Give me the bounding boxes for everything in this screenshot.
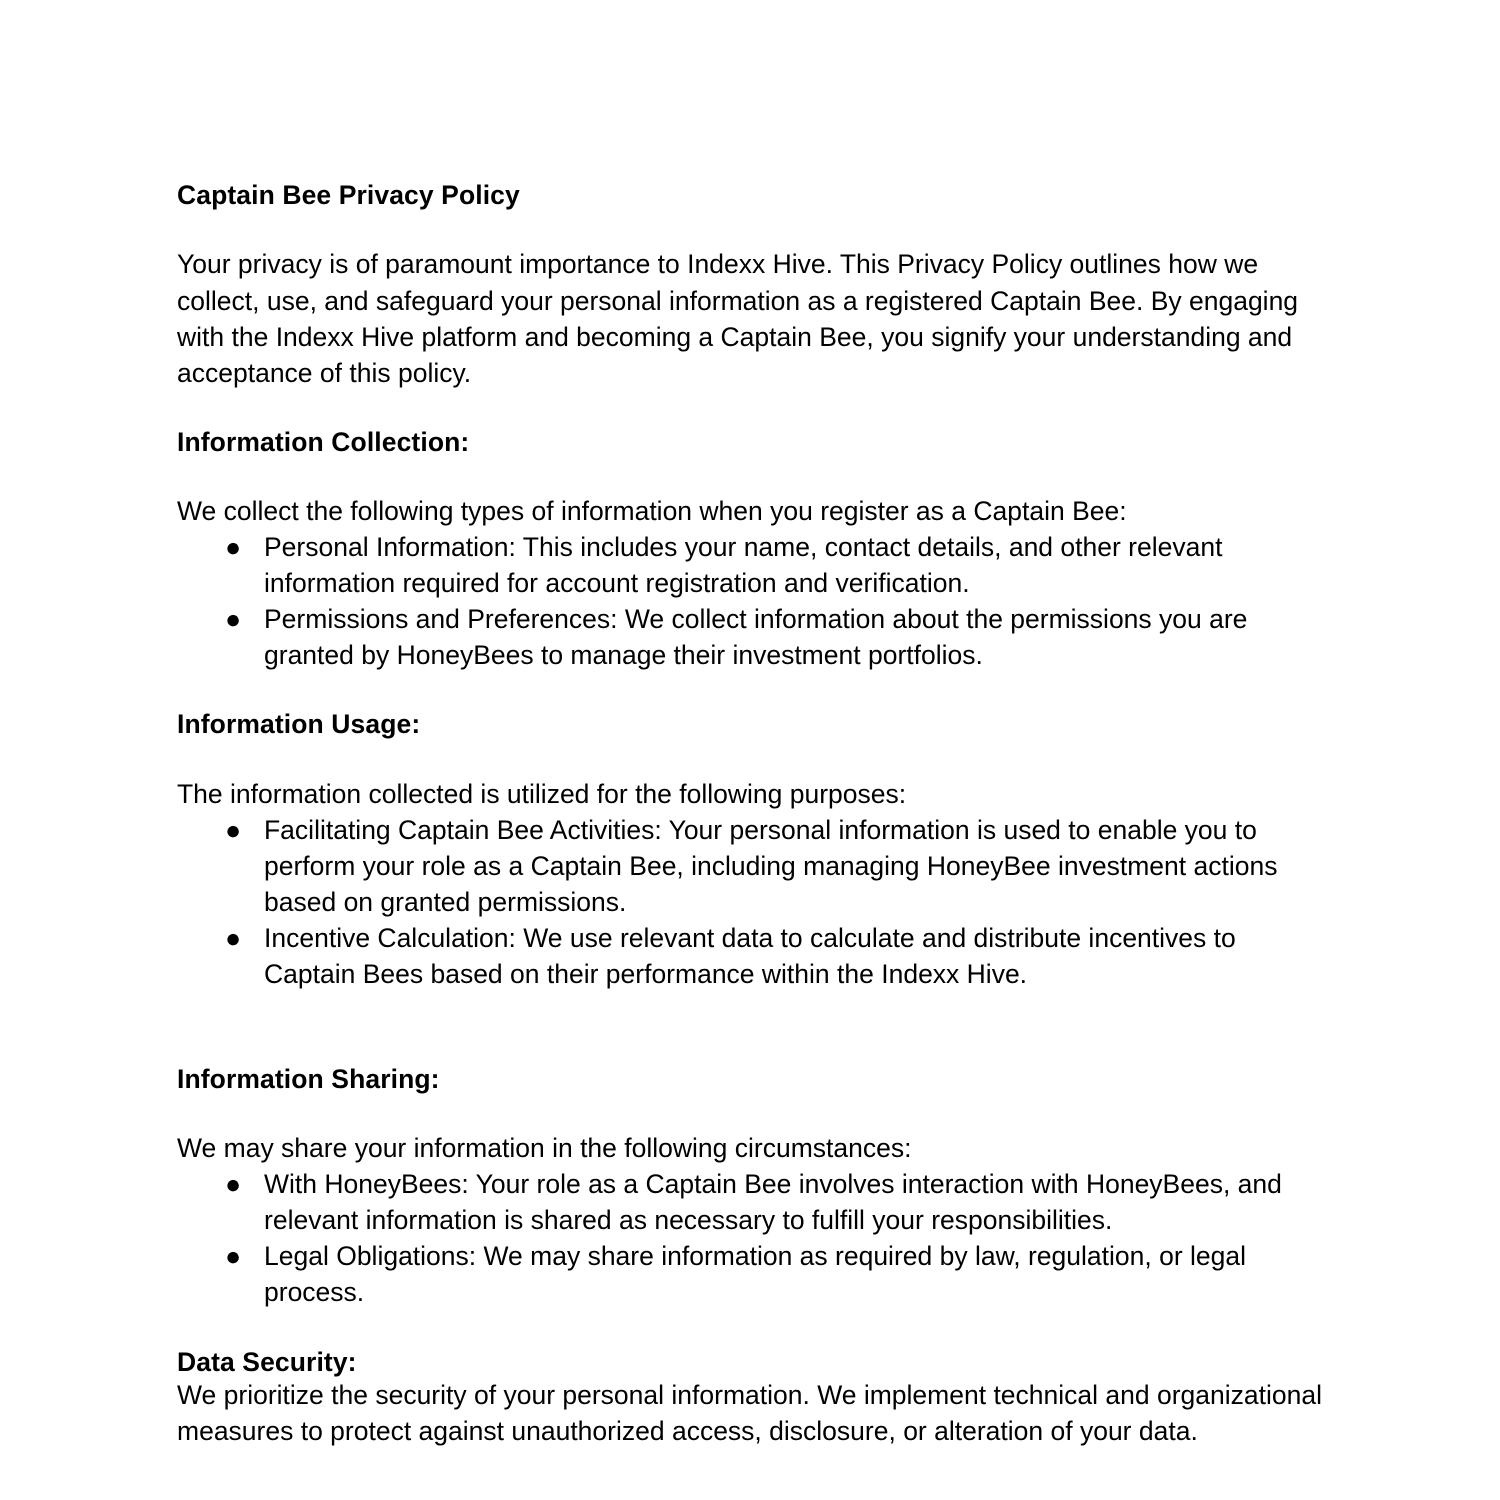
list-item-text: Incentive Calculation: We use relevant data to calculate and distribute incentives to Captain Bees based on their performance within the Indexx Hive.	[264, 922, 1236, 989]
spacer	[177, 673, 1322, 709]
bullet-list-information-usage	[177, 812, 1322, 992]
list-item-text: Legal Obligations: We may share information as required by law, regulation, or legal process.	[264, 1241, 1247, 1308]
list-item-text: With HoneyBees: Your role as a Captain Bee involves interaction with HoneyBees, and relevant information is shared as necessary to fulfill your responsibilities.	[264, 1169, 1282, 1236]
section-heading-information-usage: Information Usage:	[177, 709, 421, 740]
section-lead-information-collection: We collect the following types of information when you register as a Captain Bee:	[177, 496, 1127, 527]
bullet-dot-icon: ●	[225, 1241, 242, 1272]
spacer	[177, 210, 1322, 246]
section-heading-information-sharing: Information Sharing:	[177, 1063, 440, 1094]
spacer	[177, 391, 1322, 427]
bullet-list-information-sharing	[177, 1166, 1322, 1310]
spacer	[177, 992, 1322, 1064]
list-item	[177, 601, 1322, 673]
spacer	[177, 740, 1322, 776]
intro-paragraph: Your privacy is of paramount importance to Indexx Hive. This Privacy Policy outlines how we collect, use, and safeguard your personal information as a registered Captain Bee. By engaging with the Indexx Hive platform and becoming a Captain Bee, you signify your understanding and acceptance of this policy.	[177, 249, 1299, 388]
bullet-dot-icon: ●	[225, 922, 242, 953]
list-item	[177, 1238, 1322, 1310]
document-body	[177, 180, 1322, 1449]
page-title: Captain Bee Privacy Policy	[177, 180, 520, 210]
spacer	[177, 1311, 1322, 1347]
list-item-text: Permissions and Preferences: We collect information about the permissions you are granted by HoneyBees to manage their investment portfolios.	[264, 604, 1248, 671]
list-item	[177, 920, 1322, 992]
bullet-dot-icon: ●	[225, 532, 242, 563]
list-item	[177, 529, 1322, 601]
spacer	[177, 457, 1322, 493]
list-item-text: Facilitating Captain Bee Activities: Your personal information is used to enable you to perform your role as a Captain Bee, including managing HoneyBee investment actions based on granted permissions.	[264, 814, 1278, 917]
bullet-dot-icon: ●	[225, 814, 242, 845]
bullet-list-information-collection	[177, 529, 1322, 673]
section-lead-information-sharing: We may share your information in the following circumstances:	[177, 1133, 912, 1164]
bullet-dot-icon: ●	[225, 1169, 242, 1200]
list-item-text: Personal Information: This includes your name, contact details, and other relevant information required for account registration and verification.	[264, 532, 1223, 599]
bullet-dot-icon: ●	[225, 604, 242, 635]
section-lead-information-usage: The information collected is utilized for the following purposes:	[177, 778, 907, 809]
list-item	[177, 1166, 1322, 1238]
section-heading-information-collection: Information Collection:	[177, 426, 470, 457]
section-lead-data-security: We prioritize the security of your personal information. We implement technical and organizational measures to protect against unauthorized access, disclosure, or alteration of your data.	[177, 1379, 1322, 1446]
section-heading-data-security: Data Security:	[177, 1346, 357, 1377]
spacer	[177, 1094, 1322, 1130]
list-item	[177, 812, 1322, 920]
